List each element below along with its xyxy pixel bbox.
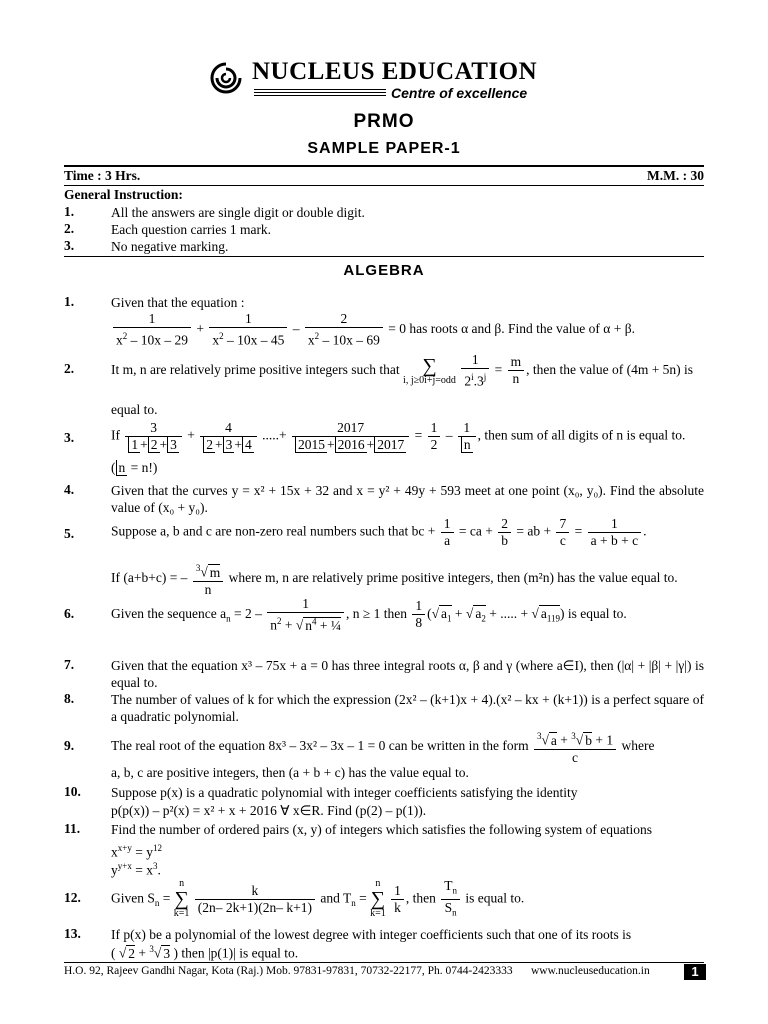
marks-label: M.M. : 30 [647,168,704,183]
question-number: 1. [64,294,75,309]
question-lead: The real root of the equation 8x³ – 3x² – 3x – 1 = 0 can be written in the form [111,737,529,753]
page-subtitle: SAMPLE PAPER-1 [307,140,461,157]
question-number: 11. [64,821,81,836]
question-text: It m, n are relatively prime positive integers such that ∑ i, j≥0i+j=odd $\frac{1}{2^i.3^j}$ = $\frac{m}{n}$ , then the value of (4m + 5n) is [111,352,694,389]
question-tail: , n ≥ 1 then [345,605,408,621]
instruction-text: No negative marking. [111,239,229,254]
question-text: equal to. [111,402,158,417]
question-text: The number of values of k for which the expression (2x² – (k+1)x + 4).(x² – kx + (k+1)) is a perfect square of a quadratic polynomial. [111,692,704,724]
question-equation: $y^{y+x} = x^3$. [111,861,161,878]
question-tail: where m, n are relatively prime positive integers, then (m²n) has the value equal to. [228,569,678,585]
question-number: 10. [64,784,81,799]
divider [64,165,704,167]
question-lead: If [111,427,120,443]
page-title: PRMO [353,111,415,132]
brand-tagline: Centre of excellence [391,85,528,101]
question-number: 13. [64,926,81,941]
question-number: 9. [64,738,75,753]
question-text: Suppose a, b and c are non-zero real numbers such that bc + $\frac{1}{a}$ = ca + $\frac{2}{b}$ = ab + $\frac{7}{c}$ = $\frac{1}{a + b + c}$ . [111,516,647,548]
question-mid: .....+ [262,427,287,443]
question-text: a, b, c are positive integers, then (a + b + c) has the value equal to. [111,765,469,780]
divider [64,256,704,257]
question-text: ( √ 2 + $^3$√ 3 ) then |p(1)| is equal to. [111,944,299,961]
spiral-logo-icon [206,58,246,98]
question-number: 8. [64,691,75,706]
question-text: If $\frac{3}{1 + 2 + 3}$ + $\frac{4}{2 + 3 + 4}$ .....+ $\frac{2017}{2015 + 2016 + 2017}$ = $\frac{1}{2}$ – $\frac{1}{n}$ , then sum of all digits of n is equal to. [111,420,686,452]
question-lead: It m, n are relatively prime positive integers such that [111,361,400,377]
question-text: Find the number of ordered pairs (x, y) of integers which satisfies the following system of equations [111,822,653,837]
instruction-number: 1. [64,204,75,219]
question-number: 7. [64,657,75,672]
question-number: 6. [64,606,75,621]
question-text: The real root of the equation 8x³ – 3x² – 3x – 1 = 0 can be written in the form $\frac{^3√ a + ^3√ b + 1}{c}$ where [111,728,654,766]
page-number: 1 [684,964,706,980]
question-text: = 0 has roots α and β. Find the value of α + β. [388,320,635,336]
time-label: Time : 3 Hrs. [64,168,141,183]
question-lead: Given S [111,890,155,906]
question-text: If (a+b+c) = – $\frac{^3√ m}{n}$ where m, n are relatively prime positive integers, then (m²n) has the value equal to. [111,560,678,598]
question-text: Given the sequence $a_n = 2$ – $\frac{1}{n^2 + √ n^4 + \frac{1}{4}}$ , n ≥ 1 then $\frac{1}{8}$ (√ $a_1$ + √ $a_2$ + ..... + √ $a_{119}$) is equal to. [111,596,627,633]
question-lead: Suppose a, b and c are non-zero real numbers such that bc + [111,523,436,539]
instruction-number: 2. [64,221,75,236]
brand-name: NUCLEUS EDUCATION [252,58,538,85]
question-tail: where [621,737,655,753]
logo-rule [254,88,386,96]
question-tail: is equal to. [567,605,627,621]
question-note: ( n = n!) [111,460,158,475]
footer-address: H.O. 92, Rajeev Gandhi Nagar, Kota (Raj.) Mob. 97831-97831, 70732-22177, Ph. 0744-2423333 [64,965,513,977]
instruction-number: 3. [64,238,75,253]
question-tail: . [643,523,647,539]
question-text: Suppose p(x) is a quadratic polynomial with integer coefficients satisfying the identity [111,785,578,800]
question-tail: , then the value of (4m + 5n) is [526,361,694,377]
summation-symbol: n ∑ k=1 [173,878,190,920]
instruction-text: All the answers are single digit or double digit. [111,205,365,220]
question-text: Given that the equation x³ – 75x + a = 0 has three integral roots α, β and γ (where a∈I), then (|α| + |β| + |γ|) is equal to. [111,658,704,690]
question-equation: $x^{x+y} = y^{12}$ [111,843,162,860]
question-tail: , then sum of all digits of n is equal to. [477,427,686,443]
question-text: If p(x) be a polynomial of the lowest degree with integer coefficients such that one of its roots is [111,927,632,942]
instructions-heading: General Instruction: [64,187,183,202]
instruction-text: Each question carries 1 mark. [111,222,272,237]
question-equation: $\frac{1}{x^2 - 10x - 29}$ + $\frac{1}{x^2 - 10x - 45}$ – $\frac{2}{x^2 - 10x - 69}$ = 0 has roots α and β. Find the value of α + β. [111,311,635,349]
question-lead: If (a+b+c) = – [111,569,188,585]
footer-website[interactable]: www.nucleuseducation.in [531,965,650,977]
question-lead: Given the sequence a [111,605,227,621]
section-heading: ALGEBRA [343,262,425,279]
summation-symbol: ∑ i, j≥0i+j=odd [403,354,456,386]
footer-divider [64,962,704,963]
logo [206,58,246,98]
question-number: 4. [64,482,75,497]
question-number: 3. [64,430,75,445]
question-number: 2. [64,361,75,376]
question-text: p(p(x)) – p²(x) = x² + x + 2016 ∀ x∈R. Find (p(2) – p(1)). [111,803,427,818]
question-text: Given that the curves y = x² + 15x + 32 and x = y² + 49y + 593 meet at one point (x₀, y₀). Find the absolute value of (x₀ + y₀). [111,483,704,515]
question-text: Given that the equation : [111,295,245,310]
divider [64,185,704,186]
question-text: Given $S_n = n$ ∑ k=1 $\frac{k}{(2n- 2k+1)(2n- k+1)}$ and $T_n = n$ ∑ k=1 $\frac{1}{k}$ , then $\frac{T_n}{S_n}$ is equal to. [111,878,525,920]
question-number: 5. [64,526,75,541]
question-tail: is equal to. [465,890,525,906]
question-number: 12. [64,890,81,905]
summation-symbol: n ∑ k=1 [370,878,386,920]
